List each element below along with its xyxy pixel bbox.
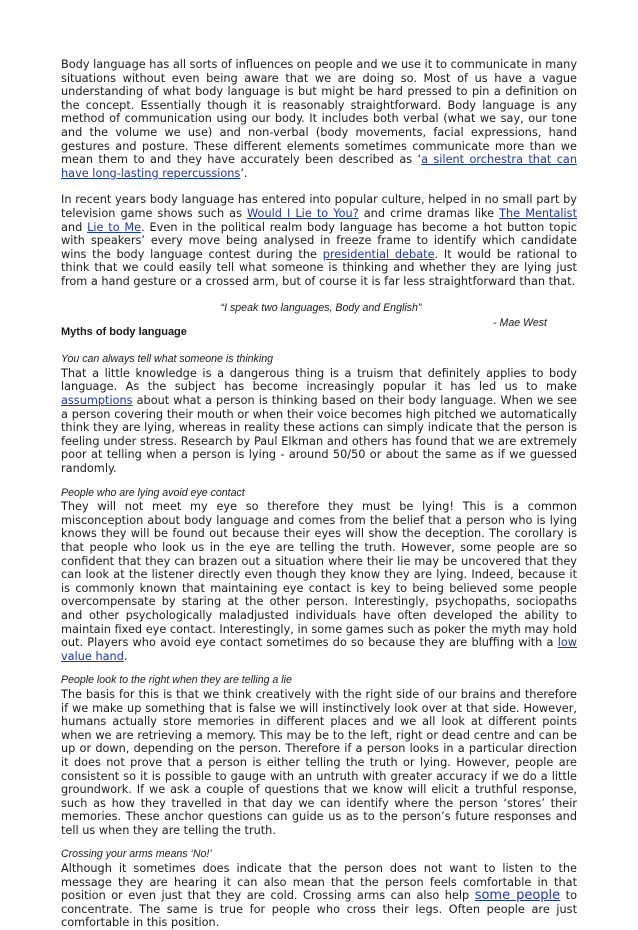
some-people-link[interactable]: some people [474, 888, 561, 904]
myth-3-paragraph: The basis for this is that we think creatively with the right side of our brains and therefore if we make up something that is false we will instinctively look over at that side. However, humans actually store memories in different places and we all look at different points when we are retrieving a memory. This may be to the left, right or dead centre and can be up or down, depending on the person. Therefore if a person looks in a particular direction it does not prove that a person is either telling the truth or lying. However, people are consistent so it is possible to gauge with an untruth with greater accuracy if we do a little groundwork. If we ask a couple of questions that we know will elicit a truthful response, such as how they travelled in that day we can identify where the person ‘stores’ their memories. These anchor questions can guide us as to the person’s future responses and tell us when they are telling the truth. [61, 687, 577, 837]
intro-text: Body language has all sorts of influences on people and we use it to communicate in many situations without even being aware that we are doing so. Most of us have a vague understanding of what body language is but might be hard pressed to pin a definition on the concept. Essentially though it is reasonably straightforward. Body language is any method of communication using our body. It includes both verbal (what we say, our tone and the volume we use) and non-verbal (body movements, facial expressions, hand gestures and posture. These different elements sometimes communicate more than we mean them to and they have accurately been described as ‘ [61, 58, 577, 167]
quote-attribution: - Mae West [493, 317, 547, 330]
myth-text: Although it sometimes does indicate that the person does not want to listen to the message they are hearing it can also mean that the person feels comfortable in that position or even just that they are cold. Crossing arms can also help [61, 862, 577, 903]
myth-2-paragraph [61, 500, 577, 663]
presidential-debate-link[interactable]: presidential debate [322, 247, 435, 261]
the-mentalist-link[interactable]: The Mentalist [499, 206, 577, 220]
intro-text: . It would be rational to think that we could easily tell what someone is thinking and whether they are lying just from a hand gesture or a crossed arm, but of course it is far less straightforward than that. [61, 247, 577, 288]
myth-1-paragraph [61, 367, 577, 476]
myth-2-title: People who are lying avoid eye contact [61, 486, 245, 499]
assumptions-link[interactable]: assumptions [61, 394, 133, 408]
myths-heading: Myths of body language [61, 325, 187, 338]
intro-text: ’. [240, 166, 248, 180]
intro-paragraph-2 [61, 193, 577, 288]
intro-text: In recent years body language has entered into popular culture, helped in no small part by television game shows such as [61, 193, 577, 220]
would-i-lie-to-you-link[interactable]: Would I Lie to You? [247, 206, 359, 220]
myth-text: . [123, 649, 128, 663]
intro-text: . Even in the political realm body language has become a hot button topic with speakers’ every move being analysed in freeze frame to identify which candidate wins the body language contest during the [61, 220, 577, 261]
silent-orchestra-link[interactable]: a silent orchestra that can have long-lasting repercussions [61, 153, 577, 180]
myth-text: That a little knowledge is a dangerous thing is a truism that definitely applies to body language. As the subject has become increasingly popular it has led us to make [61, 366, 577, 394]
quote-text: “I speak two languages, Body and English” [220, 301, 422, 314]
myth-text: They will not meet my eye so therefore they must be lying! This is a common misconception about body language and comes from the belief that a person who is lying knows they will be found out because their eyes will show the deception. The corollary is that people who look us in the eye are telling the truth. However, some people are so confident that they can brazen out a situation where their lie may be uncovered that they can look at the listener directly even though they know they are lying. Indeed, because it is commonly known that maintaining eye contact is key to being believed some people overcompensate by staring at the other person. Interestingly, psychopaths, sociopaths and other psychologically maladjusted individuals have often developed the ability to maintain fixed eye contact. Interestingly, in some games such as poker the myth may hold out. Players who avoid eye contact sometimes do so because they are bluffing with a [61, 500, 577, 650]
document-page [61, 58, 577, 930]
myth-4-paragraph [61, 862, 577, 930]
myth-3-title: People look to the right when they are telling a lie [61, 674, 292, 687]
intro-text: and crime dramas like [358, 206, 500, 220]
myth-text: about what a person is thinking based on their body language. When we see a person covering their mouth or when their voice becomes high pitched we automatically think they are lying, whereas in reality these actions can simply indicate that the person is feeling under stress. Research by Paul Elkman and others has found that we are extremely poor at telling when a person is lying - around 50/50 or about the same as if we guessed randomly. [61, 394, 577, 476]
intro-text: and [61, 220, 88, 234]
lie-to-me-link[interactable]: Lie to Me [87, 220, 142, 234]
intro-paragraph-1 [61, 58, 577, 180]
myth-text: to concentrate. The same is true for people who cross their legs. Often people are just comfortable in this position. [61, 889, 577, 930]
low-value-hand-link[interactable]: low value hand [61, 636, 577, 663]
myth-4-title: Crossing your arms means ‘No!’ [61, 848, 212, 861]
myth-1-title: You can always tell what someone is thinking [61, 353, 273, 366]
